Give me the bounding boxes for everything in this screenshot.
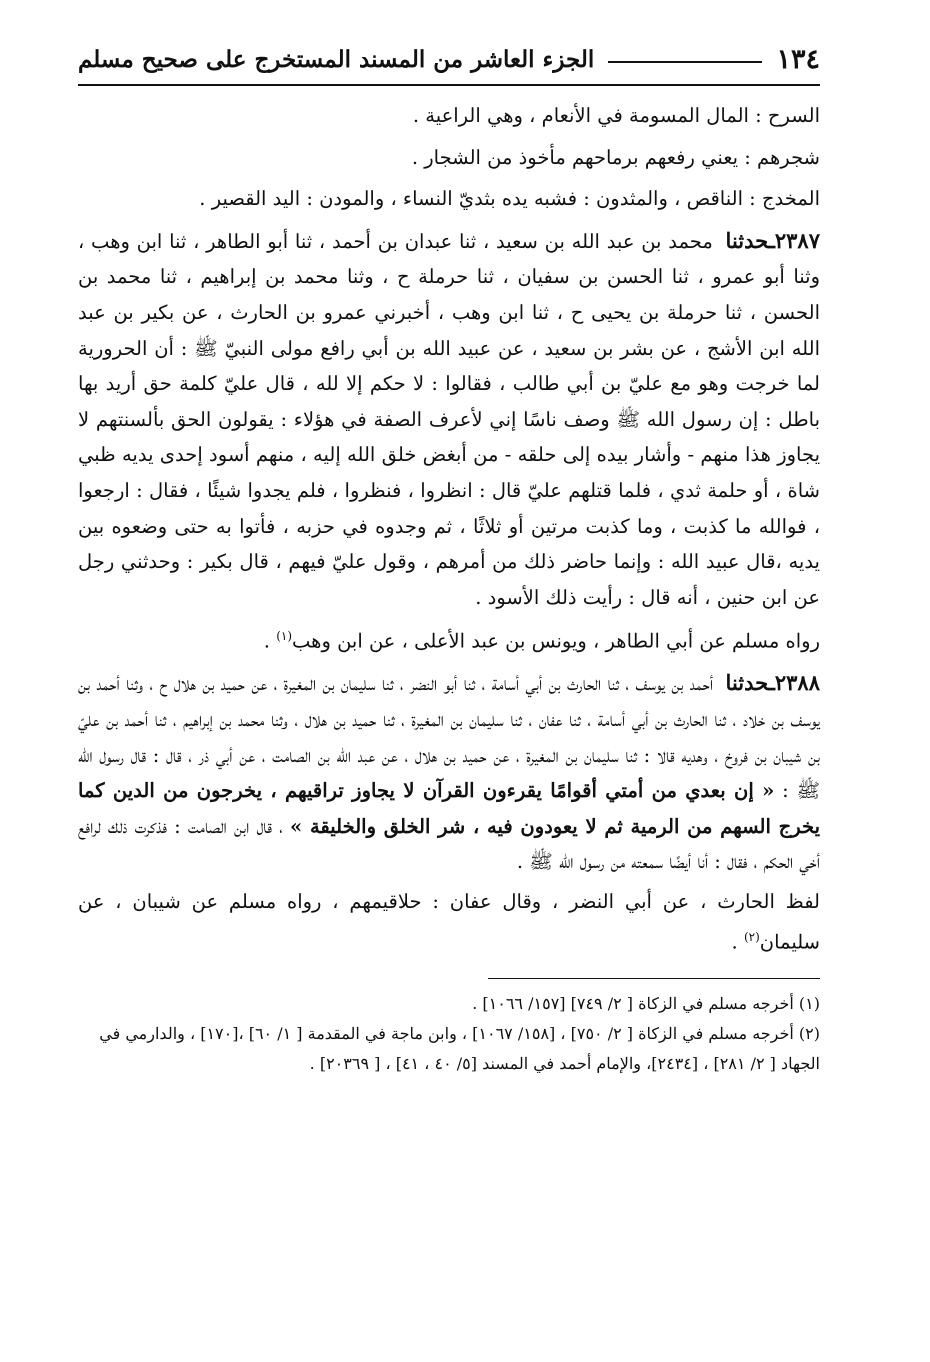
gloss-line: المخدج : الناقص ، والمثدون : فشبه يده بثديّ النساء ، والمودن : اليد القصير . [199, 187, 820, 211]
hadith-label: حدثنا [725, 670, 769, 696]
riwaya-line [78, 884, 820, 960]
riwaya-line [78, 619, 820, 659]
riwaya-text: رواه مسلم عن أبي الطاهر ، ويونس بن عبد الأعلى ، عن ابن وهب [292, 629, 820, 653]
hadith-2387 [78, 223, 820, 616]
hadith-number: ٢٣٨٧ـ [768, 227, 820, 253]
hadith-number: ٢٣٨٨ـ [768, 670, 820, 696]
riwaya-end: . [263, 629, 277, 653]
hadith-quote: « إن بعدي من أمتي أقوامًا يقرءون القرآن لا يجاوز تراقيهم ، يخرجون من الدين كما يخرج السهم من الرمية ثم لا يعودون فيه ، شر الخلق والخليقة » [78, 779, 820, 838]
page-header [78, 38, 820, 86]
hadith-2388 [78, 665, 820, 880]
footnote-1: (١) أخرجه مسلم في الزكاة [ ٢/ ٧٤٩] [١٥٧/ ١٠٦٦] . [472, 993, 820, 1013]
hadith-text-after: ، قال ابن الصامت : فذكرت ذلك لرافع أخي الحكم ، فقال : أنا أيضًا سمعته من رسول الله ﷺ . [78, 814, 820, 874]
riwaya-end: . [731, 930, 744, 954]
footnote-2: (٢) أخرجه مسلم في الزكاة [ ٢/ ٧٥٠] ، [١٥٨/ ١٠٦٧] ، وابن ماجة في المقدمة [ ١/ ٦٠] ،[١٧٠] ، والدارمي في الجهاد [ ٢/ ٢٨١] ، [٢٤٣٤]، والإمام أحمد في المسند [٥/ ٤٠ ، ٤١] ، [ ٢٠٣٦٩] . [99, 1023, 820, 1073]
gloss-line: شجرهم : يعني رفعهم برماحهم مأخوذ من الشجار . [411, 145, 820, 169]
footnote-ref: (٢) [743, 929, 760, 944]
page-number: ١٣٤ [776, 43, 820, 75]
footnote-ref: (١) [276, 629, 293, 644]
header-rule [608, 61, 762, 63]
footnotes [78, 989, 820, 1079]
main-text [78, 98, 820, 960]
footnote-divider [488, 978, 820, 979]
riwaya-text: لفظ الحارث ، عن أبي النضر ، وقال عفان : حلاقيمهم ، رواه مسلم عن شيبان ، عن سليمان [78, 889, 820, 954]
hadith-text: محمد بن عبد الله بن سعيد ، ثنا عبدان بن أحمد ، ثنا أبو الطاهر ، ثنا ابن وهب ، وثنا أبو عمرو ، ثنا الحسن بن سفيان ، ثنا حرملة ح ، وثنا محمد بن إبراهيم ، ثنا محمد بن الحسن ، ثنا حرملة بن يحيى ح ، ثنا ابن وهب ، أخبرني عمرو بن الحارث ، عن بكير بن عبد الله ابن الأشج ، عن بشر بن سعيد ، عن عبيد الله بن أبي رافع مولى النبيّ ﷺ : أن الحرورية لما خرجت وهو مع عليّ بن أبي طالب ، فقالوا : لا حكم إلا لله ، قال عليّ كلمة حق أريد بها باطل : إن رسول الله ﷺ وصف ناسًا إني لأعرف الصفة في هؤلاء : يقولون الحق بألسنتهم لا يجاوز هذا منهم - وأشار بيده إلى حلقه - من أبغض خلق الله إليه ، منهم أسود إحدى يديه ظبي شاة ، أو حلمة ثدي ، فلما قتلهم عليّ قال : انظروا ، فنظروا ، فلم يجدوا شيئًا ، فقال : ارجعوا ، فوالله ما كذبت ، وما كذبت مرتين أو ثلاثًا ، ثم وجدوه في حزبه ، فأتوا به حتى وضعوه بين يديه ،قال عبيد الله : وإنما حاضر ذلك من أمرهم ، وقول عليّ فيهم ، قال بكير : وحدثني رجل عن ابن حنين ، أنه قال : رأيت ذلك الأسود . [78, 229, 820, 609]
running-title: الجزء العاشر من المسند المستخرج على صحيح مسلم [78, 45, 595, 73]
hadith-label: حدثنا [725, 227, 769, 253]
hadith-text: أحمد بن يوسف ، ثنا الحارث بن أبي أسامة ، ثنا أبو النضر ، ثنا سليمان بن المغيرة ، عن حميد بن هلال ح ، وثنا أحمد بن يوسف بن خلاد ، ثنا الحارث بن أبي أسامة ، ثنا عفان ، ثنا سليمان بن المغيرة ، ثنا حميد بن هلال ، وثنا محمد بن إبراهيم ، ثنا أحمد بن عليّ بن شيبان بن فروخ ، وهديه قالا : ثنا سليمان بن المغيرة ، عن حميد بن هلال ، عن عبد الله بن الصامت ، عن أبي ذر ، قال : قال رسول الله ﷺ : [78, 672, 821, 803]
gloss-line: السرح : المال المسومة في الأنعام ، وهي الراعية . [412, 104, 820, 127]
